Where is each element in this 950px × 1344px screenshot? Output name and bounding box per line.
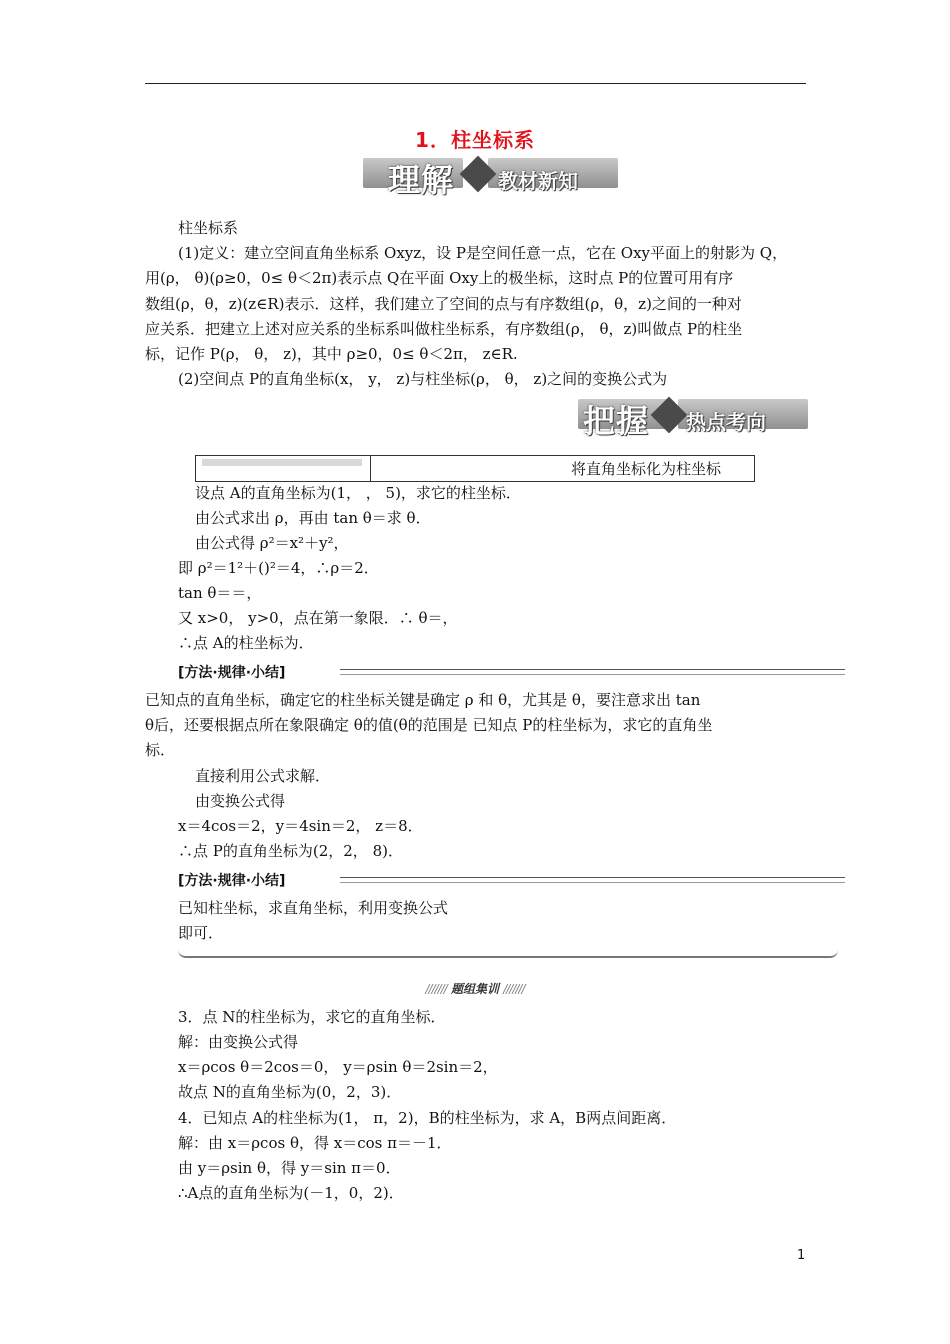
example-line: x＝4cos＝2，y＝4sin＝2， z＝8．: [178, 817, 423, 835]
exercise-line: 4．已知点 A的柱坐标为(1， π，2)，B的柱坐标为，求 A，B两点间距离．: [178, 1109, 677, 1127]
intro-line: 用(ρ， θ)(ρ≥0，0≤ θ＜2π)表示点 Q在平面 Oxy上的极坐标，这时点 P的位置可用有序: [145, 269, 734, 287]
exercise-line: 解：由变换公式得: [178, 1033, 299, 1051]
example-line: 即 ρ²＝1²＋()²＝4，∴ρ＝2．: [178, 559, 379, 577]
group-title-text: 题组集训: [450, 982, 499, 996]
page-title: 1．柱坐标系: [415, 128, 535, 152]
example-line: 直接利用公式求解．: [195, 767, 331, 785]
method-line: 已知柱坐标，求直角坐标，利用变换公式: [178, 899, 449, 917]
intro-line: (2)空间点 P的直角坐标(x， y， z)与柱坐标(ρ， θ， z)之间的变换公式为: [178, 370, 668, 388]
intro-heading: 柱坐标系: [178, 219, 239, 237]
example-line: 由公式求出 ρ，再由 tan θ＝求 θ．: [195, 509, 431, 527]
exercise-line: x＝ρcos θ＝2cos＝0， y＝ρsin θ＝2sin＝2，: [178, 1058, 498, 1076]
method-label: [方法·规律·小结]: [178, 665, 286, 681]
example-line: tan θ＝＝，: [178, 584, 262, 602]
example-line: ∴点 A的柱坐标为．: [178, 634, 314, 652]
section-box: [195, 455, 755, 482]
section-box-left: [196, 456, 371, 481]
banner-grasp-big: 把握: [583, 402, 650, 440]
top-rule: [145, 83, 806, 84]
intro-line: 应关系．把建立上述对应关系的坐标系叫做柱坐标系，有序数组(ρ， θ，z)叫做点 P的柱坐: [145, 320, 743, 338]
banner-grasp-small: 热点考向: [686, 410, 766, 434]
exercise-line: ∴A点的直角坐标为(－1，0，2)．: [178, 1184, 404, 1202]
intro-line: 数组(ρ，θ，z)(z∈R)表示．这样，我们建立了空间的点与有序数组(ρ，θ，z)之间的一种对: [145, 295, 742, 313]
page-number: 1: [797, 1248, 806, 1263]
method-line: θ后，还要根据点所在象限确定 θ的值(θ的范围是 已知点 P的柱坐标为，求它的直角坐: [145, 716, 713, 734]
example-line: 由变换公式得: [195, 792, 286, 810]
banner-understand-small: 教材新知: [498, 169, 578, 193]
banner-grasp: [578, 396, 808, 440]
method-label: [方法·规律·小结]: [178, 873, 286, 889]
group-title: /////// 题组集训 ///////: [425, 982, 525, 996]
exercise-line: 由 y＝ρsin θ，得 y＝sin π＝0．: [178, 1159, 401, 1177]
exercise-line: 3．点 N的柱坐标为，求它的直角坐标．: [178, 1008, 446, 1026]
method-line: 即可．: [178, 924, 224, 942]
example-line: 又 x>0， y>0，点在第一象限．∴ θ＝，: [178, 609, 458, 627]
intro-line: 标，记作 P(ρ， θ， z)，其中 ρ≥0，0≤ θ＜2π， z∈R.: [145, 345, 518, 363]
example-line: 设点 A的直角坐标为(1， ， 5)，求它的柱坐标．: [195, 484, 521, 502]
banner-understand-big: 理解: [388, 161, 455, 199]
banner-understand: [363, 155, 623, 199]
method-rule: [340, 877, 845, 883]
intro-line: (1)定义：建立空间直角坐标系 Oxyz，设 P是空间任意一点，它在 Oxy平面上的射影为 Q，: [178, 244, 788, 262]
section-label: 将直角坐标化为柱坐标: [571, 460, 722, 478]
exercise-line: 故点 N的直角坐标为(0，2，3)．: [178, 1083, 402, 1101]
method-line: 已知点的直角坐标，确定它的柱坐标关键是确定 ρ 和 θ，尤其是 θ，要注意求出 tan: [145, 691, 701, 709]
box-bottom-rule: [178, 950, 838, 958]
method-line: 标．: [145, 741, 176, 759]
example-line: ∴点 P的直角坐标为(2，2， 8)．: [178, 842, 403, 860]
exercise-line: 解：由 x＝ρcos θ，得 x＝cos π＝－1．: [178, 1134, 452, 1152]
example-line: 由公式得 ρ²＝x²＋y²，: [195, 534, 349, 552]
method-rule: [340, 669, 845, 675]
